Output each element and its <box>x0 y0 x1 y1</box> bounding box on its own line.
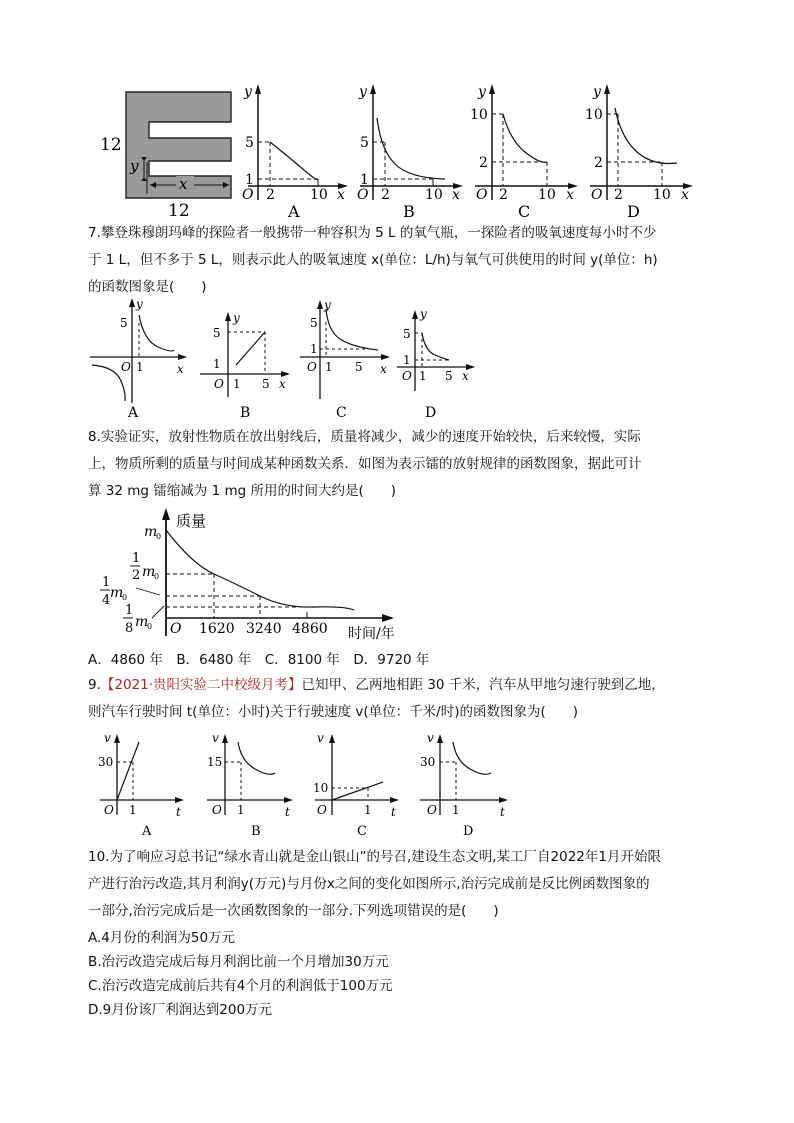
svg-text:1: 1 <box>132 551 141 566</box>
svg-text:v: v <box>212 731 219 745</box>
svg-text:v: v <box>104 731 111 745</box>
option-label: D <box>463 824 474 839</box>
question-9-text: 9.【2021·贵阳实验二中校级月考】已知甲、乙两地相距 30 千米，汽车从甲地匀速行驶到乙地， 则汽车行驶时间 t(单位：小时)关于行驶速度 v(单位：千米/时)的函数图象为( ) <box>88 677 665 720</box>
svg-text:10: 10 <box>538 187 556 203</box>
q6-option-d-graph <box>585 80 700 224</box>
svg-text:v: v <box>427 731 434 745</box>
y-axis-label: 质量 <box>176 512 207 530</box>
q6-option-a-graph <box>240 80 350 224</box>
svg-text:30: 30 <box>420 755 436 769</box>
var-y-label: y <box>130 157 139 175</box>
svg-text:5: 5 <box>445 369 453 383</box>
svg-text:O: O <box>476 187 488 203</box>
svg-text:0: 0 <box>154 572 160 581</box>
svg-text:0: 0 <box>147 622 153 631</box>
svg-text:x: x <box>279 377 286 391</box>
svg-text:O: O <box>591 187 603 203</box>
option-label: B <box>403 202 415 220</box>
svg-text:5: 5 <box>262 377 270 391</box>
var-x-label: x <box>179 175 188 193</box>
svg-text:y: y <box>593 84 601 100</box>
svg-text:x: x <box>380 362 387 376</box>
option-label: D <box>627 202 640 220</box>
svg-text:1: 1 <box>245 172 254 188</box>
q7-option-a-graph <box>90 295 190 424</box>
option-d: D.9月份该厂利润达到200万元 <box>88 1002 273 1018</box>
svg-text:2: 2 <box>499 187 508 203</box>
svg-text:m: m <box>110 585 124 601</box>
option-label: B <box>251 824 261 839</box>
q9-option-c-graph <box>313 727 408 843</box>
svg-text:1: 1 <box>129 803 137 817</box>
svg-text:t: t <box>176 805 181 819</box>
svg-text:2: 2 <box>132 568 141 583</box>
svg-text:O: O <box>214 377 224 391</box>
svg-text:2: 2 <box>594 155 603 171</box>
svg-text:1: 1 <box>364 803 372 817</box>
question-10-text: 10.为了响应习总书记“绿水青山就是金山银山”的号召,建设生态文明,某工厂自2022年1月开始限 产进行治污改造,其月利润y(万元)与月份x之间的变化如图所示,治污完成前是反比例函数图象的 一部分,治污完成后是一次函数图象的一部分.下列选项错误的是( ) <box>88 849 661 919</box>
svg-text:2: 2 <box>614 187 623 203</box>
svg-text:O: O <box>242 187 254 203</box>
svg-text:O: O <box>427 803 437 817</box>
svg-text:1: 1 <box>310 342 318 356</box>
svg-text:4: 4 <box>102 593 111 608</box>
svg-text:1: 1 <box>325 360 333 374</box>
svg-text:x: x <box>337 187 345 203</box>
svg-text:y: y <box>233 311 240 325</box>
q7-option-d-graph <box>395 295 480 424</box>
svg-text:1620: 1620 <box>199 621 235 637</box>
svg-text:m: m <box>142 564 156 580</box>
svg-text:O: O <box>104 803 114 817</box>
svg-text:x: x <box>462 369 469 383</box>
svg-text:10: 10 <box>653 187 671 203</box>
svg-text:t: t <box>285 805 290 819</box>
q6-option-b-graph <box>355 80 465 224</box>
svg-text:5: 5 <box>310 316 318 330</box>
svg-text:1: 1 <box>403 353 411 367</box>
svg-text:3240: 3240 <box>246 621 282 637</box>
question-8-answers: A．4860 年 B．6480 年 C．8100 年 D．9720 年 <box>88 652 430 668</box>
svg-text:y: y <box>244 84 252 100</box>
svg-text:O: O <box>212 803 222 817</box>
svg-text:5: 5 <box>213 326 221 340</box>
svg-text:t: t <box>500 805 505 819</box>
x-axis-label: 时间/年 <box>348 626 395 642</box>
svg-text:t: t <box>391 805 396 819</box>
svg-text:5: 5 <box>403 327 411 341</box>
svg-text:O: O <box>357 187 369 203</box>
svg-text:10: 10 <box>310 187 328 203</box>
svg-text:x: x <box>177 362 184 376</box>
svg-text:x: x <box>452 187 460 203</box>
svg-text:8: 8 <box>125 621 134 636</box>
svg-text:5: 5 <box>355 360 363 374</box>
q6-option-c-graph <box>470 80 585 224</box>
svg-text:10: 10 <box>425 187 443 203</box>
svg-text:y: y <box>359 84 367 100</box>
option-label: B <box>240 405 251 420</box>
svg-text:10: 10 <box>313 781 329 795</box>
svg-text:m: m <box>144 524 158 540</box>
svg-text:1: 1 <box>213 357 221 371</box>
svg-text:1: 1 <box>233 377 241 391</box>
svg-text:v: v <box>317 731 324 745</box>
option-label: A <box>128 405 139 420</box>
q9-option-b-graph <box>205 727 300 843</box>
svg-text:2: 2 <box>381 187 390 203</box>
svg-text:0: 0 <box>122 593 128 602</box>
svg-text:2: 2 <box>266 187 275 203</box>
q9-option-a-graph <box>98 727 193 843</box>
svg-text:1: 1 <box>136 360 144 374</box>
option-label: C <box>336 405 347 420</box>
svg-text:5: 5 <box>245 135 254 151</box>
svg-text:m: m <box>135 614 149 630</box>
svg-text:x: x <box>681 187 689 203</box>
q7-option-b-graph <box>200 295 295 424</box>
svg-text:4860: 4860 <box>292 621 328 637</box>
svg-text:10: 10 <box>585 107 603 123</box>
svg-text:y: y <box>136 297 143 311</box>
svg-text:O: O <box>307 360 317 374</box>
side-length-label: 12 <box>100 135 122 155</box>
svg-text:O: O <box>317 803 327 817</box>
option-b: B.治污改造完成后每月利润比前一个月增加30万元 <box>88 954 389 970</box>
q6-shape-figure <box>92 88 242 227</box>
svg-text:5: 5 <box>120 316 128 330</box>
source-tag: 【2021·贵阳实验二中校级月考】 <box>100 677 302 693</box>
svg-text:1: 1 <box>419 369 427 383</box>
svg-text:1: 1 <box>125 603 134 618</box>
svg-text:2: 2 <box>479 155 488 171</box>
svg-text:O: O <box>170 621 182 637</box>
svg-text:y: y <box>478 84 486 100</box>
option-a: A.4月份的利润为50万元 <box>88 930 236 946</box>
svg-text:1: 1 <box>237 803 245 817</box>
option-label: D <box>425 405 437 420</box>
svg-text:5: 5 <box>360 135 369 151</box>
q9-option-d-graph <box>418 727 513 843</box>
svg-text:1: 1 <box>360 172 369 188</box>
svg-text:1: 1 <box>102 575 111 590</box>
radium-decay-chart <box>92 506 432 650</box>
svg-text:15: 15 <box>207 755 223 769</box>
option-label: A <box>288 202 300 220</box>
option-label: A <box>142 824 152 839</box>
option-label: C <box>518 202 531 220</box>
svg-text:O: O <box>121 360 131 374</box>
option-c: C.治污改造完成前后共有4个月的利润低于100万元 <box>88 978 393 994</box>
svg-text:10: 10 <box>470 107 488 123</box>
q7-option-c-graph <box>300 295 395 424</box>
svg-text:y: y <box>420 307 427 321</box>
bottom-length-label: 12 <box>168 201 190 221</box>
svg-text:1: 1 <box>452 803 460 817</box>
option-label: C <box>357 824 367 839</box>
svg-text:y: y <box>324 298 331 312</box>
svg-text:O: O <box>402 369 412 383</box>
svg-text:x: x <box>566 187 574 203</box>
svg-text:30: 30 <box>98 755 114 769</box>
question-8-text: 8.实验证实，放射性物质在放出射线后，质量将减少，减少的速度开始较快，后来较慢，实际 上，物质所剩的质量与时间成某种函数关系．如图为表示镭的放射规律的函数图象，据此可计 算 32 mg 镭缩减为 1 mg 所用的时间大约是( ) <box>88 429 642 499</box>
svg-text:0: 0 <box>156 532 162 541</box>
question-7-text: 7.攀登珠穆朗玛峰的探险者一般携带一种容积为 5 L 的氧气瓶，一探险者的吸氧速度每小时不少 于 1 L，但不多于 5 L，则表示此人的吸氧速度 x(单位：L/h)与氧气可供使用的时间 y(单位：h) 的函数图象是( ) <box>88 225 658 295</box>
